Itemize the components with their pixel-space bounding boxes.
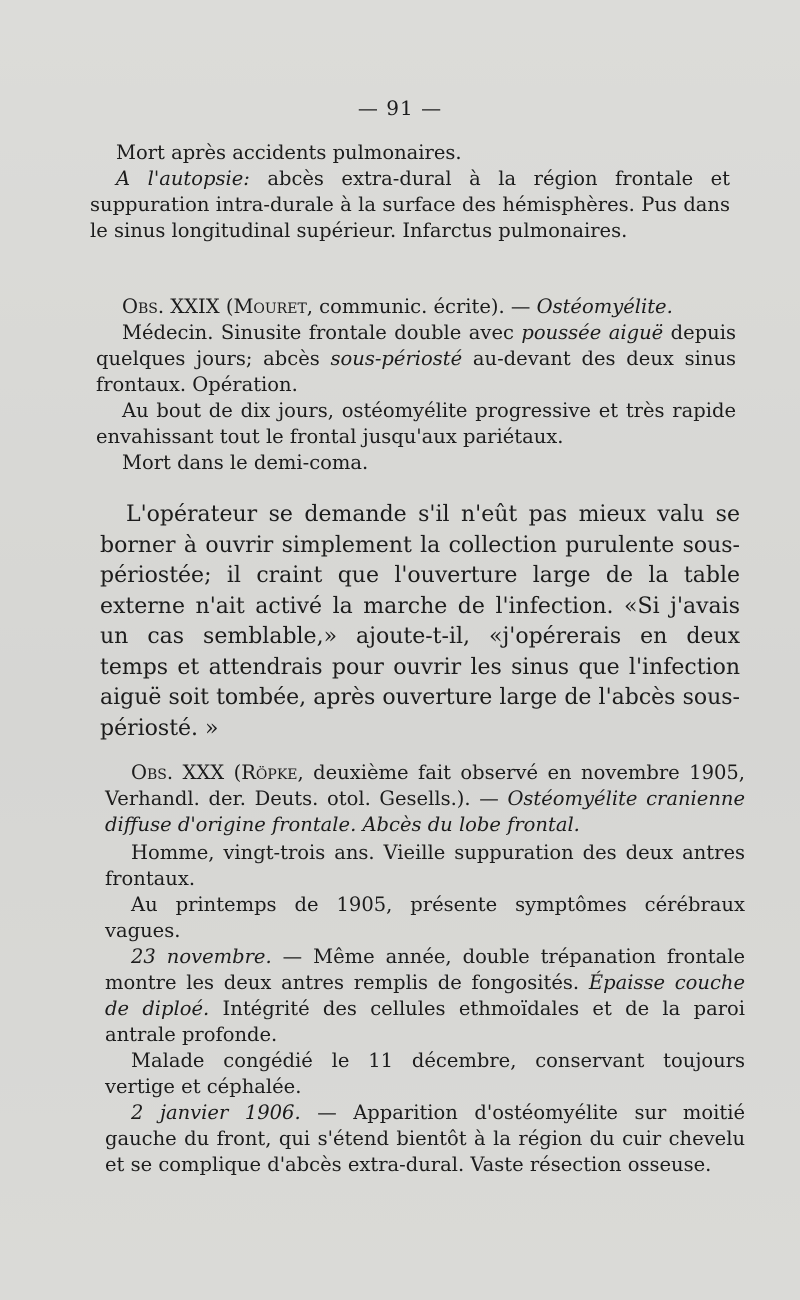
- obs30-paragraph-4: Malade congédié le 11 décembre, conservant toujours vertige et céphalée.: [105, 1049, 745, 1098]
- obs29-label: Obs. XXIX: [122, 295, 220, 318]
- autopsy-paragraph: [90, 166, 730, 244]
- autopsy-text: abcès extra-dural à la région frontale et suppuration intra-durale à la surface des hémisphères. Pus dans le sinus longitudinal supérieur. Infarctus pulmonaires.: [90, 167, 731, 242]
- obs30-date-2: 2 janvier 1906.: [131, 1101, 301, 1124]
- obs29-p1-a: Médecin. Sinusite frontale double avec: [122, 321, 522, 344]
- obs30-p3-a: — Même année, double trépanation frontale montre les deux antres remplis de fongosités.: [105, 945, 745, 994]
- obs29-heading: Obs. XXIX (Mouret, communic. écrite). — Ostéomyélite.: [122, 295, 673, 318]
- obs29-ref: , communic. écrite). —: [306, 295, 537, 318]
- observation-30: [105, 760, 745, 1178]
- autopsy-label: A l'autopsie:: [116, 167, 250, 190]
- obs29-p1-c: depuis quelques jours; abcès: [96, 321, 736, 370]
- observation-29: [96, 294, 736, 476]
- obs30-heading: Obs. XXX (Röpke, deuxième fait observé en novembre 1905, Verhandl. der. Deuts. otol. Gesells.). — Ostéomyélite cranienne diffuse d'origine frontale. Abcès du lobe frontal.: [105, 761, 745, 836]
- obs30-p5-a: — Apparition d'ostéomyélite sur moitié gauche du front, qui s'étend bientôt à la région du cuir chevelu et se complique d'abcès extra-dural. Vaste résection osseuse.: [105, 1101, 745, 1176]
- obs30-paragraph-3: [105, 944, 745, 1048]
- obs30-author: Röpke: [241, 761, 298, 784]
- obs30-label: Obs. XXX: [131, 761, 225, 784]
- obs29-p1-e: au-devant des deux sinus frontaux. Opération.: [96, 347, 737, 396]
- operator-comment: [100, 500, 740, 744]
- obs29-p1-d: sous-périosté: [330, 347, 463, 370]
- obs30-ref: , deuxième fait observé en novembre 1905, Verhandl. der. Deuts. otol. Gesells.). —: [105, 761, 745, 810]
- page-number: — 91 —: [357, 96, 443, 120]
- obs30-p3-c: Intégrité des cellules ethmoïdales et de la paroi antrale profonde.: [105, 997, 745, 1046]
- obs30-paragraph-5: [105, 1100, 745, 1178]
- obs30-paragraph-2: Au printemps de 1905, présente symptômes cérébraux vagues.: [105, 893, 745, 942]
- autopsy-section: [90, 140, 730, 244]
- obs29-paragraph-2: Au bout de dix jours, ostéomyélite progressive et très rapide envahissant tout le frontal jusqu'aux pariétaux.: [96, 399, 736, 448]
- obs30-date-1: 23 novembre.: [131, 945, 272, 968]
- obs29-author: Mouret: [233, 295, 307, 318]
- operator-paragraph: L'opérateur se demande s'il n'eût pas mieux valu se borner à ouvrir simplement la collection purulente sous-périostée; il craint que l'ouverture large de la table externe n'ait activé la marche de l'infection. «Si j'avais un cas semblable,» ajoute-t-il, «j'opérerais en deux temps et attendrais pour ouvrir les sinus que l'infection aiguë soit tombée, après ouverture large de l'abcès sous-périosté. »: [100, 502, 740, 741]
- obs30-p3-b: Épaisse couche de diploé.: [105, 971, 745, 1020]
- obs29-paragraph-3: Mort dans le demi-coma.: [122, 451, 369, 474]
- obs29-title: Ostéomyélite.: [536, 295, 673, 318]
- obs30-paragraph-1: Homme, vingt-trois ans. Vieille suppuration des deux antres frontaux.: [105, 841, 745, 890]
- obs30-title: Ostéomyélite cranienne diffuse d'origine frontale. Abcès du lobe frontal.: [105, 787, 745, 836]
- obs29-p1-b: poussée aiguë: [521, 321, 664, 344]
- death-note: Mort après accidents pulmonaires.: [116, 141, 462, 164]
- obs29-paragraph-1: [96, 320, 736, 398]
